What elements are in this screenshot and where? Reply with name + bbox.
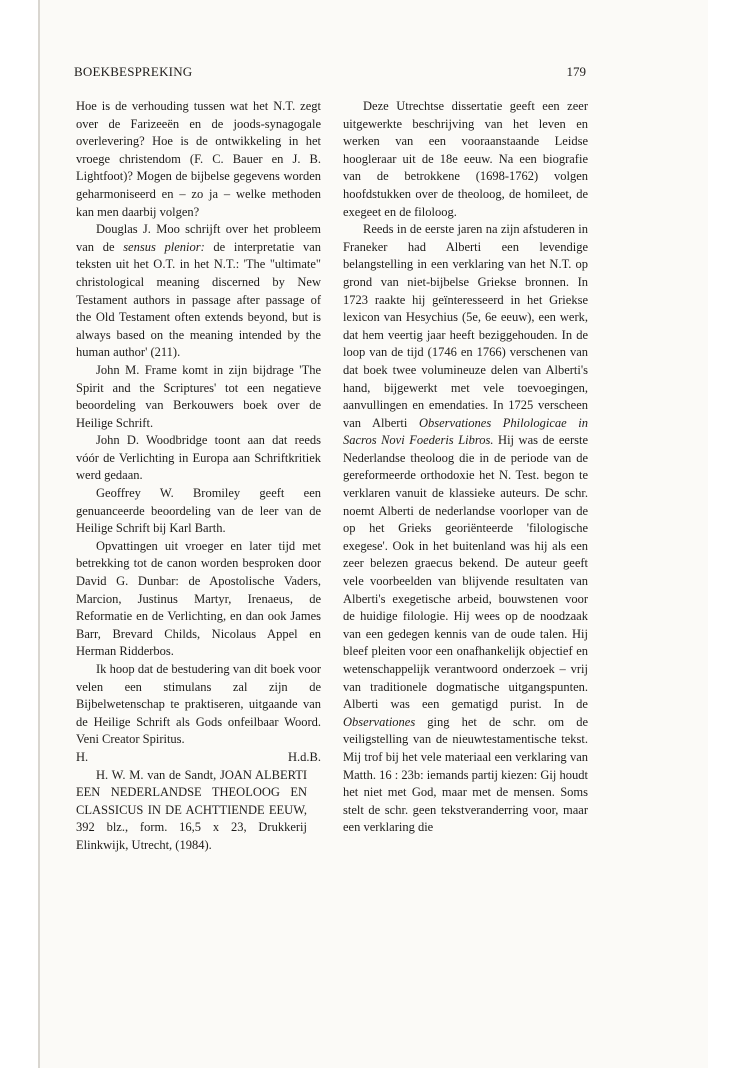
paragraph: Deze Utrechtse dissertatie geeft een zeer uitgewerkte beschrijving van het leven en werken van een vooraanstaande Leidse hoogleraar uit de 18e eeuw. Na een biografie van de betrokkene (1698-1762) volgen hoofdstukken over de theoloog, de homileet, de exegeet en de filoloog. <box>343 99 588 219</box>
paragraph: Geoffrey W. Bromiley geeft een genuanceerde beoordeling van de leer van de Heilige Schrift bij Karl Barth. <box>76 486 321 536</box>
page-number: 179 <box>566 64 586 79</box>
text-run: de interpretatie van teksten uit het O.T. in het N.T.: 'The "ultimate" christological meaning discerned by New Testament authors in passage after passage of the Old Testament often extends beyond, but is always based on the meaning intended by the human author' (211). <box>76 239 321 360</box>
text-run: Hij was de eerste Nederlandse theoloog die in de periode van de gereformeerde orthodoxie het N. Test. begon te verklaren vanuit de klassieke auteurs. De schr. noemt Alberti de nederlandse voorloper van de op het Grieks georiënteerde 'filologische exegese'. Ook in het buitenland was hij als een zeer belezen graecus bekend. De auteur geeft vele voorbeelden van blijvende resultaten van Alberti's exegetische arbeid, bouwstenen voor de huidige filologie. Hij wees op de noodzaak van een gedegen kennis van de oude talen. Hij bleef pleiten voor een onafhankelijk objectief en wetenschappelijk verantwoord onderzoek – vrij van traditionele dogmatische uitgangspunten. Alberti was een gematigd purist. In de <box>343 433 588 712</box>
paragraph: Hoe is de verhouding tussen wat het N.T. zegt over de Farizeeën en de joods-synagogale overlevering? Hoe is de ontwikkeling in het vroege christendom (F. C. Bauer en J. B. Lightfoot)? Mogen de bijbelse gegevens worden geharmoniseerd en – zo ja – welke methoden kan men daarbij volgen? <box>76 99 321 219</box>
text-run: ging het de schr. om de veiligstelling van de nieuwtestamentische tekst. Mij trof bij het vele materiaal een verklaring van Matth. 16 : 23b: iemands partij kiezen: Gij houdt het niet met God, maar met de mensen. Soms stelt de schr. geen tekstveranderring voor, maar een verklaring die <box>343 714 588 835</box>
signature-initial: H. <box>76 749 89 764</box>
italic-term: sensus plenior: <box>123 239 205 254</box>
paragraph <box>343 221 588 837</box>
review-heading: H. W. M. van de Sandt, JOAN ALBERTI EEN NEDERLANDSE THEOLOOG EN CLASSICUS IN DE ACHTTIENDE EEUW, 392 blz., form. 16,5 x 23, Drukkerij Elinkwijk, Utrecht, (1984). <box>76 767 307 852</box>
paragraph: John D. Woodbridge toont aan dat reeds vóór de Verlichting in Europa aan Schriftkritiek werd gedaan. <box>76 433 321 483</box>
signature-line <box>76 749 321 767</box>
paragraph: Ik hoop dat de bestudering van dit boek voor velen een stimulans zal zijn de Bijbelwetenschap te praktiseren, uitgaande van de Heilige Schrift als Gods onfeilbaar Woord. Veni Creator Spiritus. <box>76 662 321 747</box>
page-edge <box>38 0 40 1068</box>
italic-title: Observationes <box>343 714 416 729</box>
signature-author: H.d.B. <box>288 749 321 764</box>
left-column <box>76 98 321 855</box>
text-run: Douglas J. Moo schrijft over het probleem van de <box>76 222 321 254</box>
right-column <box>343 98 588 837</box>
paragraph: Opvattingen uit vroeger en later tijd met betrekking tot de canon worden besproken door David G. Dunbar: de Apostolische Vaders, Marcion, Justinus Martyr, Irenaeus, de Reformatie en de Verlichting, en dan ook James Barr, Brevard Childs, Nicolaus Appel en Herman Ridderbos. <box>76 538 321 659</box>
paragraph: John M. Frame komt in zijn bijdrage 'The Spirit and the Scriptures' tot een negatieve beoordeling van Berkouwers boek over de Heilige Schrift. <box>76 362 321 430</box>
paragraph <box>76 221 321 362</box>
italic-title: Observationes Philologicae in Sacros Novi Foederis Libros. <box>343 415 589 448</box>
running-title: BOEKBESPREKING <box>74 64 193 79</box>
text-run: Reeds in de eerste jaren na zijn afstuderen in Franeker had Alberti een levendige belangstelling in een verklaring van het N.T. op grond van niet-bijbelse Griekse bronnen. In 1723 raakte hij geïnteresseerd in het Griekse lexicon van Hesychius (5e, 6e eeuw), een werk, dat hem veertig jaar heeft beziggehouden. In de loop van de tijd (1746 en 1766) verschenen van dat boek twee volumineuze delen van Alberti's hand, bijgewerkt met vele toevoegingen, aanvullingen en emendaties. In 1725 verscheen van Alberti <box>343 222 588 430</box>
